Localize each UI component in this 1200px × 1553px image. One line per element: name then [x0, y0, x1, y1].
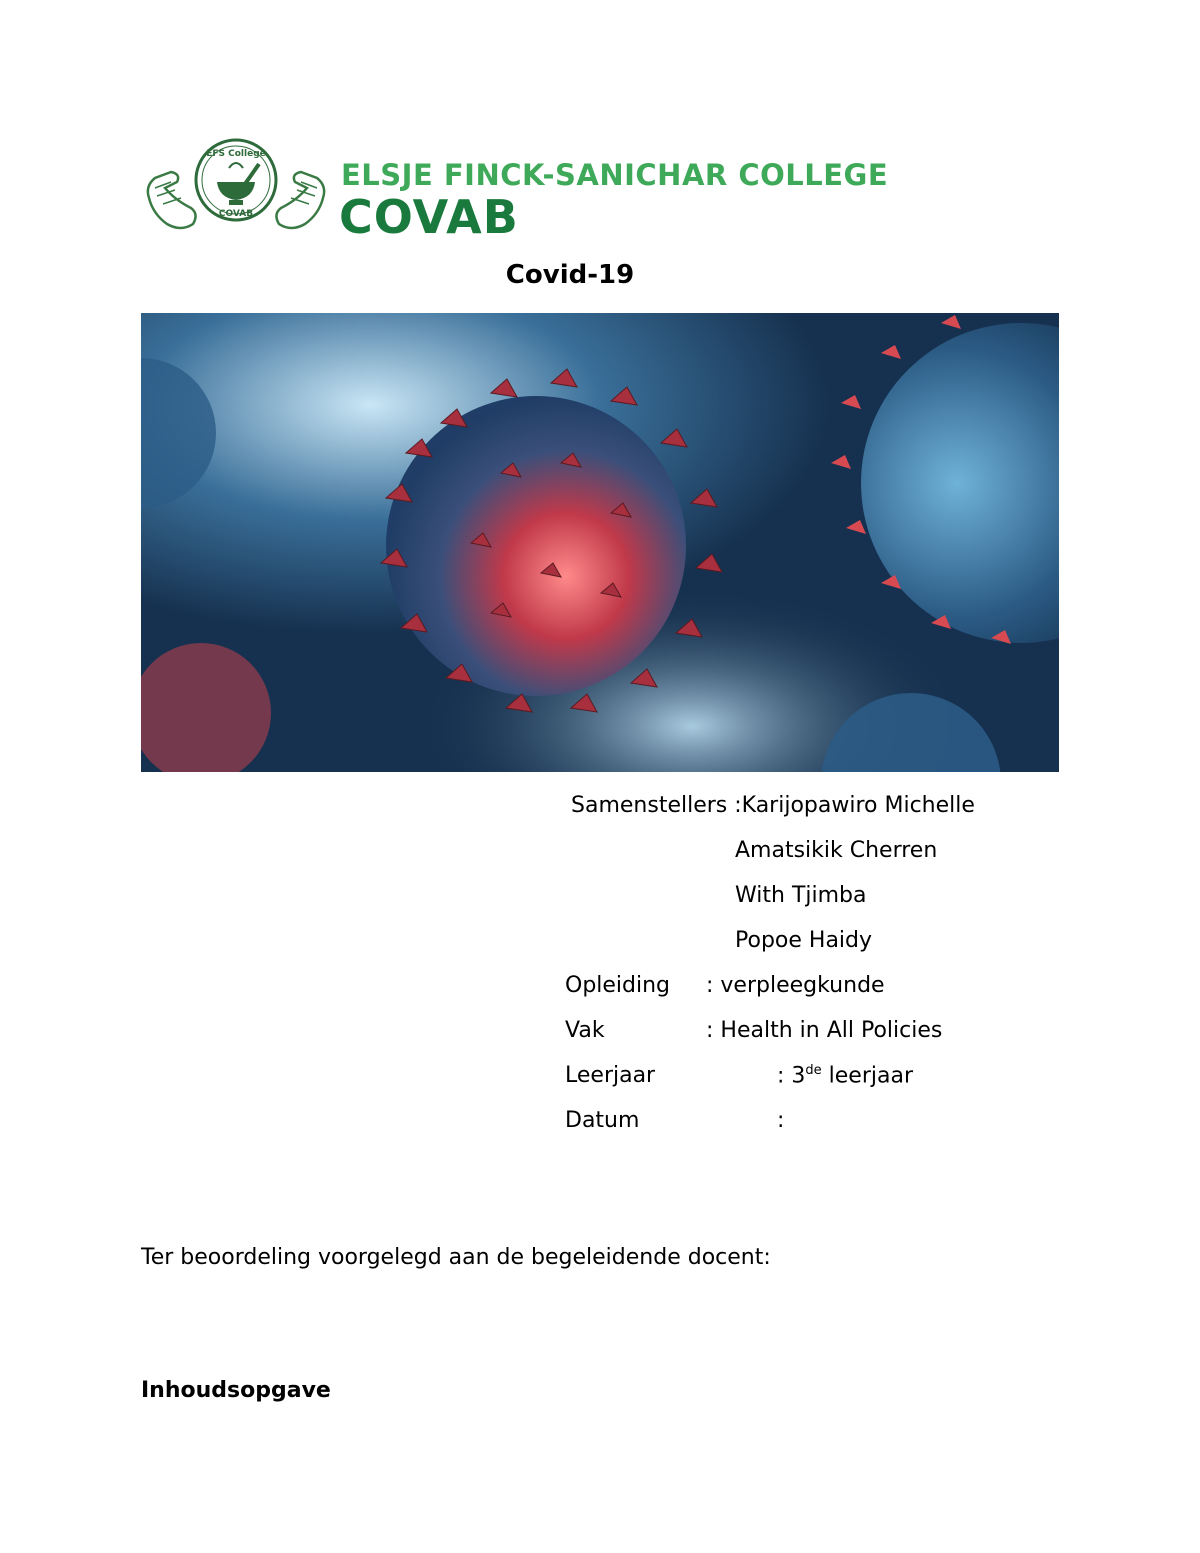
- opleiding-label: Opleiding: [565, 973, 671, 998]
- logo-college-name: ELSJE FINCK-SANICHAR COLLEGE: [341, 158, 889, 192]
- compilers-label: [571, 793, 975, 818]
- datum-value: :: [777, 1108, 785, 1133]
- emblem-top-text: EFS College: [206, 149, 266, 159]
- logo-covab: COVAB: [339, 190, 519, 244]
- leerjaar-prefix: : 3: [777, 1063, 806, 1089]
- leerjaar-value: [777, 1063, 913, 1088]
- vak-value: : Health in All Policies: [706, 1018, 943, 1043]
- toc-heading: Inhoudsopgave: [141, 1378, 331, 1403]
- compilers-label-text: Samenstellers :: [571, 793, 742, 818]
- compiler-name-4: Popoe Haidy: [735, 928, 873, 953]
- leerjaar-label: Leerjaar: [565, 1063, 656, 1088]
- datum-label: Datum: [565, 1108, 640, 1133]
- document-title: Covid-19: [505, 260, 635, 290]
- emblem-bottom-text: COVAB: [218, 209, 254, 219]
- opleiding-value: : verpleegkunde: [706, 973, 885, 998]
- leerjaar-suffix: leerjaar: [821, 1063, 913, 1089]
- compiler-name-1: Karijopawiro Michelle: [741, 793, 975, 818]
- compiler-name-3: With Tjimba: [735, 883, 867, 908]
- college-logo-banner: [141, 138, 889, 244]
- vak-label: Vak: [565, 1018, 605, 1043]
- coronavirus-illustration-icon: [141, 313, 1059, 772]
- compiler-name-2: Amatsikik Cherren: [735, 838, 938, 863]
- leerjaar-superscript: de: [805, 1063, 822, 1078]
- college-emblem-icon: [141, 138, 331, 240]
- submission-note: Ter beoordeling voorgelegd aan de begeleidende docent:: [141, 1245, 771, 1270]
